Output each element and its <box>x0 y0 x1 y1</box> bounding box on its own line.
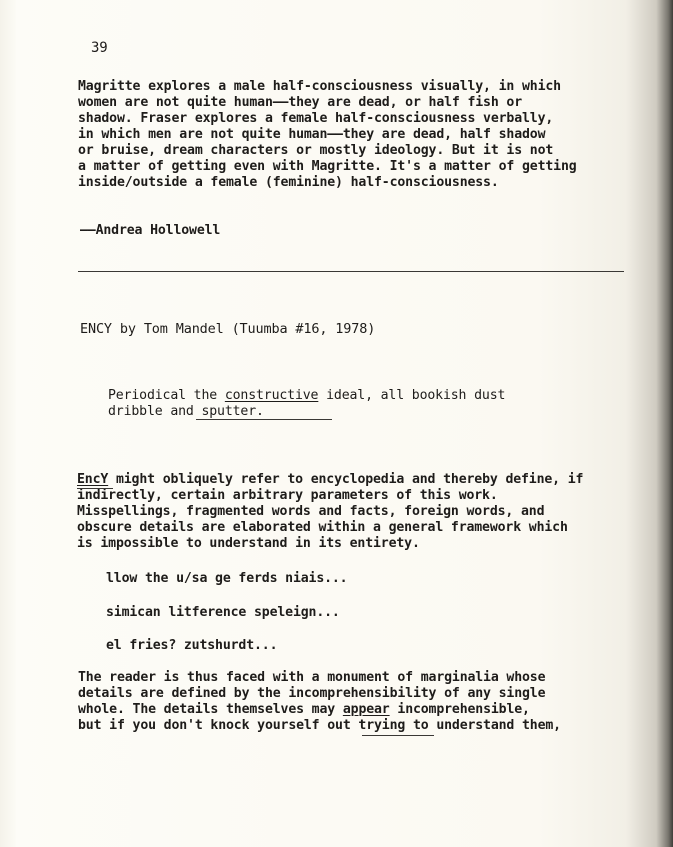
underlined-word: constructive <box>224 388 319 403</box>
review-paragraph <box>78 670 561 734</box>
underlined-word: EncY <box>77 472 109 487</box>
paragraph-line: whole. The details themselves may appear incomprehensible, <box>78 702 530 717</box>
epigraph <box>108 388 505 420</box>
paragraph-line: in which men are not quite human——they are dead, half shadow <box>78 127 546 142</box>
paragraph-line: obscure details are elaborated within a general framework which <box>77 520 568 535</box>
page-number: 39 <box>91 40 108 56</box>
paragraph-line: but if you don't knock yourself out trying to understand them, <box>78 718 561 733</box>
paragraph-line: is impossible to understand in its entirety. <box>77 536 420 551</box>
underlined-word: appear <box>342 702 390 717</box>
paragraph-line: indirectly, certain arbitrary parameters of this work. <box>77 488 498 503</box>
text-fragment: el fries? zutshurdt... <box>106 638 278 653</box>
handwritten-underline <box>77 488 113 489</box>
paragraph-line: The reader is thus faced with a monument of marginalia whose <box>78 670 546 685</box>
paragraph-line: EncY might obliquely refer to encyclopedia and thereby define, if <box>77 472 584 487</box>
handwritten-underline <box>196 419 332 420</box>
paragraph-line: a matter of getting even with Magritte. It's a matter of getting <box>78 159 577 174</box>
quoted-paragraph <box>78 79 577 191</box>
paragraph-line: details are defined by the incomprehensibility of any single <box>78 686 546 701</box>
handwritten-underline <box>362 735 434 736</box>
section-divider <box>78 271 624 272</box>
page-binding-shadow <box>0 0 16 847</box>
text-fragment: simican litference speleign... <box>106 605 340 620</box>
paragraph-line: inside/outside a female (feminine) half-consciousness. <box>78 175 499 190</box>
epigraph-line: Periodical the constructive ideal, all bookish dust <box>108 388 506 403</box>
paragraph-line: women are not quite human——they are dead, or half fish or <box>78 95 523 110</box>
paragraph-line: or bruise, dream characters or mostly ideology. But it is not <box>78 143 554 158</box>
text-fragment: llow the u/sa ge ferds niais... <box>106 571 348 586</box>
review-paragraph <box>77 472 583 552</box>
paragraph-line: shadow. Fraser explores a female half-consciousness verbally, <box>78 111 554 126</box>
epigraph-line: dribble and sputter. <box>108 404 264 419</box>
author-signature: ——Andrea Hollowell <box>80 223 221 238</box>
review-title: ENCY by Tom Mandel (Tuumba #16, 1978) <box>80 321 376 337</box>
paragraph-line: Misspellings, fragmented words and facts, foreign words, and <box>77 504 545 519</box>
paragraph-line: Magritte explores a male half-consciousness visually, in which <box>78 79 561 94</box>
